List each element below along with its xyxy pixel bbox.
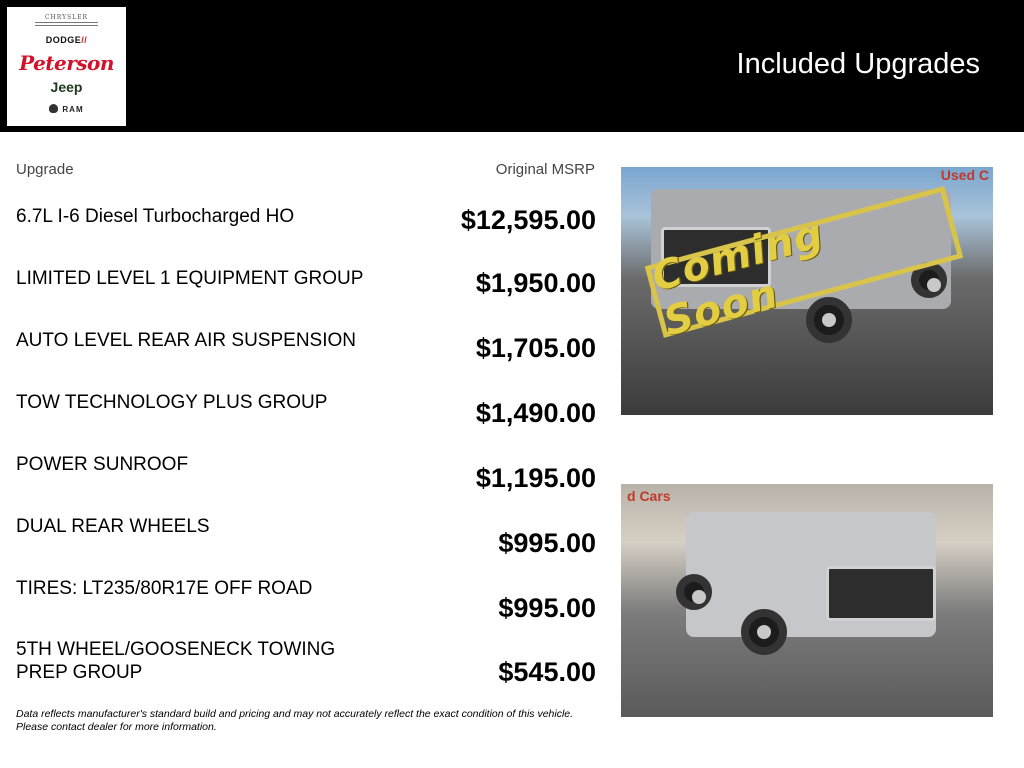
upgrade-name: 6.7L I-6 Diesel Turbocharged HO bbox=[16, 206, 295, 227]
upgrade-price: $12,595.00 bbox=[460, 205, 596, 235]
ram-label: RAM bbox=[62, 105, 84, 114]
page-title: Included Upgrades bbox=[736, 48, 980, 80]
upgrade-name: 5TH WHEEL/GOOSENECK TOWING PREP GROUP bbox=[16, 639, 336, 683]
vehicle-photo-coming-soon[interactable] bbox=[621, 167, 993, 415]
dodge-label: DODGE bbox=[45, 35, 82, 45]
upgrade-price: $995.00 bbox=[498, 593, 596, 623]
upgrade-price: $1,950.00 bbox=[475, 268, 596, 298]
jeep-wordmark: Jeep bbox=[50, 79, 83, 95]
dealer-sign: Used C bbox=[940, 167, 989, 183]
upgrade-row bbox=[16, 638, 596, 698]
upgrade-row bbox=[16, 515, 596, 575]
upgrade-row bbox=[16, 577, 596, 637]
upgrade-price: $545.00 bbox=[498, 657, 596, 687]
vehicle-photo-front[interactable] bbox=[621, 484, 993, 717]
ram-wordmark bbox=[7, 104, 126, 114]
truck-grille bbox=[826, 566, 936, 621]
chrysler-wordmark: CHRYSLER bbox=[44, 14, 89, 21]
coming-soon-label: Coming Soon bbox=[647, 211, 829, 346]
upgrade-name: DUAL REAR WHEELS bbox=[16, 516, 210, 537]
msrp-column-header: Original MSRP bbox=[495, 161, 595, 178]
upgrade-name: TOW TECHNOLOGY PLUS GROUP bbox=[16, 392, 328, 413]
ram-head-icon bbox=[49, 104, 58, 113]
upgrade-row bbox=[16, 267, 596, 327]
upgrade-row bbox=[16, 329, 596, 389]
upgrade-name: LIMITED LEVEL 1 EQUIPMENT GROUP bbox=[16, 268, 364, 289]
disclaimer-text: Data reflects manufacturer's standard build and pricing and may not accurately reflect the exact condition of this vehicle. Please contact dealer for more information. bbox=[16, 708, 574, 733]
dodge-stripes-icon: // bbox=[81, 35, 88, 45]
upgrade-price: $1,195.00 bbox=[475, 463, 596, 493]
upgrade-name: AUTO LEVEL REAR AIR SUSPENSION bbox=[16, 330, 356, 351]
upgrade-price: $995.00 bbox=[498, 528, 596, 558]
truck-wheel bbox=[741, 609, 787, 655]
upgrade-row bbox=[16, 453, 596, 513]
dealer-name: Peterson bbox=[19, 51, 114, 75]
header-bar bbox=[0, 0, 1024, 132]
upgrade-row bbox=[16, 205, 596, 265]
upgrade-column-header: Upgrade bbox=[16, 161, 74, 178]
chrysler-wings-icon bbox=[35, 22, 98, 26]
upgrade-price: $1,490.00 bbox=[475, 398, 596, 428]
upgrade-name: TIRES: LT235/80R17E OFF ROAD bbox=[16, 578, 313, 599]
upgrade-name: POWER SUNROOF bbox=[16, 454, 189, 475]
dealer-sign: d Cars bbox=[627, 488, 671, 504]
dodge-wordmark bbox=[7, 35, 126, 45]
truck-wheel bbox=[676, 574, 712, 610]
dealer-logo[interactable] bbox=[7, 7, 126, 126]
upgrade-price: $1,705.00 bbox=[475, 333, 596, 363]
upgrade-row bbox=[16, 391, 596, 451]
